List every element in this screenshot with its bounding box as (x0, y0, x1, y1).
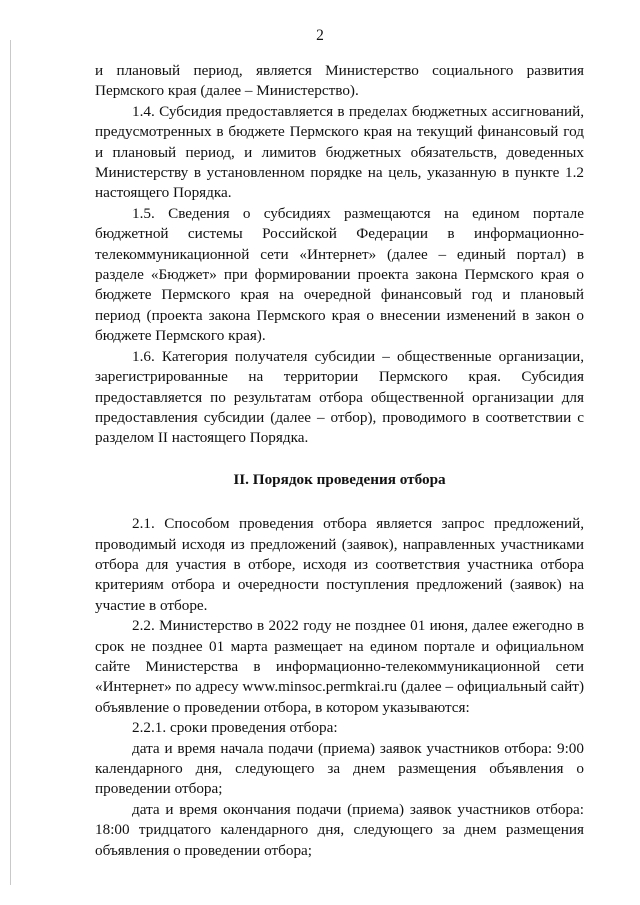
paragraph-2-2: 2.2. Министерство в 2022 году не позднее 01 июня, далее ежегодно в срок не позднее 01 марта размещает на едином портале и официальном сайте Министерства в информационно-телекоммуникационной сети «Интернет» по адресу www.minsoc.permkrai.ru (далее – официальный сайт) объявление о проведении отбора, в котором указываются: (95, 617, 584, 716)
paragraph-1-5: 1.5. Сведения о субсидиях размещаются на едином портале бюджетной системы Российской Федерации в информационно-телекоммуникационной сети «Интернет» (далее – единый портал) в разделе «Бюджет» при формировании проекта закона Пермского края о бюджете Пермского края на очередной финансовый год и плановый период (проекта закона Пермского края о внесении изменений в закон о бюджете Пермского края). (95, 204, 584, 345)
paragraph-1-4: 1.4. Субсидия предоставляется в пределах бюджетных ассигнований, предусмотренных в бюджете Пермского края на текущий финансовый год и плановый период, и лимитов бюджетных обязательств, доведенных Министерству в установленном порядке на цель, указанную в пункте 1.2 настоящего Порядка. (95, 102, 584, 202)
section-heading: II. Порядок проведения отбора (233, 470, 446, 488)
paragraph-1-6: 1.6. Категория получателя субсидии – общественные организации, зарегистрированные на территории Пермского края. Субсидия предоставляется по результатам отбора общественной организации для предоставления субсидии (далее – отбор), проводимого в соответствии с разделом II настоящего Порядка. (95, 347, 584, 447)
document-body (95, 61, 584, 861)
paragraph-2-1: 2.1. Способом проведения отбора является запрос предложений, проводимый исходя из предложений (заявок), направленных участниками отбора для участия в отборе, исходя из соответствия участника отбора критериям отбора и очередности поступления предложений (заявок) на участие в отборе. (95, 515, 584, 614)
paragraph-continuation: и плановый период, является Министерство социального развития Пермского края (далее – Министерство). (95, 62, 584, 100)
scan-edge-line (10, 40, 11, 885)
paragraph-2-2-1: 2.2.1. сроки проведения отбора: (132, 719, 338, 737)
paragraph-end-date: дата и время окончания подачи (приема) заявок участников отбора: 18:00 тридцатого календарного дня, следующего за днем размещения объявления о проведении отбора; (95, 800, 584, 859)
page-number: 2 (316, 27, 324, 44)
paragraph-start-date: дата и время начала подачи (приема) заявок участников отбора: 9:00 календарного дня, следующего за днем размещения объявления о проведении отбора; (95, 739, 584, 798)
